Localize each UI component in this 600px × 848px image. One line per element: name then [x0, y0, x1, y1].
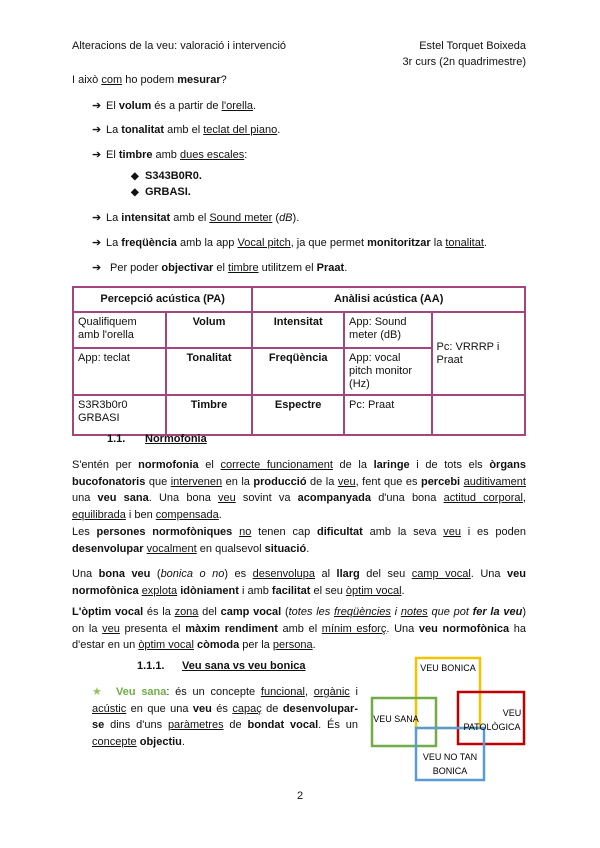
arrow-icon: ➔	[92, 212, 102, 224]
table-head-aa: Anàlisi acústica (AA)	[252, 287, 525, 312]
table-cell: Volum	[166, 312, 253, 348]
arrow-icon: ➔	[92, 262, 102, 274]
bullet-intensitat: ➔ La intensitat amb el Sound meter (dB).	[92, 212, 300, 224]
arrow-icon: ➔	[92, 100, 102, 112]
header-author: Estel Torquet Boixeda	[419, 40, 526, 52]
sub-bullet-grbasi: ◆ GRBASI.	[131, 186, 191, 198]
table-cell: Pc: Praat	[344, 395, 432, 435]
bullet-volum: ➔ El volum és a partir de l'orella.	[92, 100, 257, 112]
label-patologica-1: VEU	[502, 708, 522, 718]
paragraph-bona-veu: Una bona veu (bonica o no) es desenvolupa al llarg del seu camp vocal. Una veu normofònica explota idòniament i amb facilitat el seu òptim vocal.	[72, 568, 526, 597]
label-bonica: VEU BONICA	[420, 663, 476, 673]
star-icon: ★	[92, 686, 105, 698]
label-no-tan-1: VEU NO TAN	[422, 752, 478, 762]
table-cell: Tonalitat	[166, 348, 253, 395]
section-number: 1.1.	[107, 433, 126, 445]
header-left: Alteracions de la veu: valoració i intervenció	[72, 40, 287, 52]
paragraph-persones: Les persones normofòniques no tenen cap dificultat amb la seva veu i es poden desenvolupar vocalment en qualsevol situació.	[72, 526, 526, 555]
acoustic-table	[72, 286, 526, 436]
table-head-pa: Percepció acústica (PA)	[73, 287, 252, 312]
table-cell: Intensitat	[252, 312, 344, 348]
section-title: Normofonia	[145, 433, 207, 445]
table-cell: Espectre	[252, 395, 344, 435]
table-cell-merged: Pc: VRRRP i Praat	[432, 312, 525, 395]
sub-bullet-s343b0r0: ◆ S343B0R0.	[131, 170, 202, 182]
label-patologica-2: PATOLÒGICA	[463, 722, 521, 732]
paragraph-veu-sana: ★ Veu sana: és un concepte funcional, orgànic i acústic en que una veu és capaç de desenvolupar-se dins d'uns paràmetres de bondat vocal. És un concepte objectiu.	[92, 686, 358, 748]
label-sana: VEU SANA	[373, 714, 419, 724]
bullet-tonalitat: ➔ La tonalitat amb el teclat del piano.	[92, 124, 281, 136]
table-cell: Timbre	[166, 395, 253, 435]
arrow-icon: ➔	[92, 124, 102, 136]
subsection-number: 1.1.1.	[137, 660, 165, 672]
bullet-frequencia: ➔ La freqüència amb la app Vocal pitch, ja que permet monitoritzar la tonalitat.	[92, 237, 487, 249]
diamond-icon: ◆	[131, 171, 139, 182]
arrow-icon: ➔	[92, 149, 102, 161]
box-patologica	[458, 692, 524, 744]
table-cell: App: teclat	[73, 348, 166, 395]
page-number: 2	[296, 790, 304, 802]
header-course: 3r curs (2n quadrimestre)	[402, 56, 526, 68]
voice-diagram	[368, 652, 530, 784]
table-cell	[432, 395, 525, 435]
table-cell: App: Sound meter (dB)	[344, 312, 432, 348]
subsection-title: Veu sana vs veu bonica	[182, 660, 306, 672]
label-no-tan-2: BONICA	[432, 766, 468, 776]
table-cell: S3R3b0r0 GRBASI	[73, 395, 166, 435]
bullet-timbre: ➔ El timbre amb dues escales:	[92, 149, 248, 161]
paragraph-normofonia: S'entén per normofonia el correcte funcionament de la laringe i de tots els òrgans bucofonatoris que intervenen en la producció de la veu, fent que es percebi auditivament una veu sana. Una bona veu sovint va acompanyada d'una bona actitud corporal, equilibrada i ben compensada.	[72, 459, 526, 521]
paragraph-optim-vocal: L'òptim vocal és la zona del camp vocal (totes les freqüències i notes que pot fer la veu) on la veu presenta el màxim rendiment amb el mínim esforç. Una veu normofònica ha d'estar en un òptim vocal còmoda per la persona.	[72, 606, 527, 651]
intro-line: I això com ho podem mesurar?	[72, 74, 227, 86]
bullet-praat: ➔ Per poder objectivar el timbre utilitzem el Praat.	[92, 262, 348, 274]
table-cell: Freqüència	[252, 348, 344, 395]
arrow-icon: ➔	[92, 237, 102, 249]
table-cell: Qualifiquem amb l'orella	[73, 312, 166, 348]
diamond-icon: ◆	[131, 187, 139, 198]
table-cell: App: vocal pitch monitor (Hz)	[344, 348, 432, 395]
